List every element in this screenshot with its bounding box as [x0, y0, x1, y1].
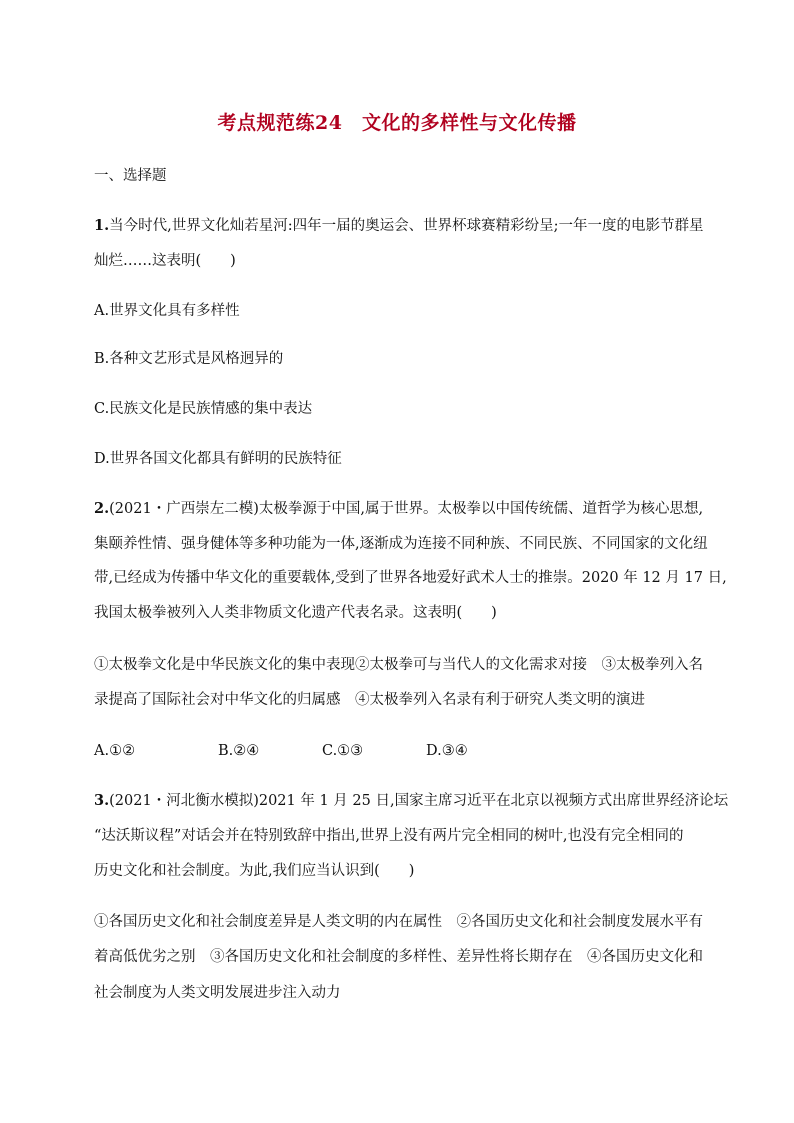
question-1-option-a: A.世界文化具有多样性 — [94, 303, 240, 319]
question-1-line-2: 灿烂……这表明( ) — [94, 253, 236, 269]
question-3-statement-line-3: 社会制度为人类文明发展进步注入动力 — [94, 985, 341, 1001]
question-3-line-3: 历史文化和社会制度。为此,我们应当认识到( ) — [94, 863, 415, 879]
question-2-option-b: B.②④ — [218, 743, 260, 759]
document-title: 考点规范练24 文化的多样性与文化传播 — [217, 112, 577, 134]
question-1-number: 1. — [94, 217, 110, 234]
question-2-number: 2. — [94, 500, 110, 517]
question-1-option-d: D.世界各国文化都具有鲜明的民族特征 — [94, 451, 342, 467]
question-3-statement-line-1: ①各国历史文化和社会制度差异是人类文明的内在属性 ②各国历史文化和社会制度发展水平有 — [94, 914, 703, 930]
question-2-statement-line-1: ①太极拳文化是中华民族文化的集中表现②太极拳可与当代人的文化需求对接 ③太极拳列入名 — [94, 657, 703, 673]
question-2-text-1: (2021・广西崇左二模)太极拳源于中国,属于世界。太极拳以中国传统儒、道哲学为核心思想, — [109, 501, 704, 517]
question-2-options-row — [94, 741, 468, 761]
question-2-option-c: C.①③ — [322, 743, 364, 759]
section-heading: 一、选择题 — [94, 168, 167, 184]
question-2-line-3: 带,已经成为传播中华文化的重要载体,受到了世界各地爱好武术人士的推崇。2020 年 12 月 17 日, — [94, 570, 727, 586]
question-2-line-4: 我国太极拳被列入人类非物质文化遗产代表名录。这表明( ) — [94, 605, 497, 621]
question-1-option-c: C.民族文化是民族情感的集中表达 — [94, 401, 313, 417]
question-3-line-1 — [94, 791, 728, 811]
question-3-line-2: “达沃斯议程”对话会并在特别致辞中指出,世界上没有两片完全相同的树叶,也没有完全相同的 — [94, 828, 684, 844]
question-2-line-1 — [94, 499, 703, 519]
question-2-option-d: D.③④ — [426, 743, 468, 759]
question-3-number: 3. — [94, 792, 110, 809]
question-3-text-1: (2021・河北衡水模拟)2021 年 1 月 25 日,国家主席习近平在北京以视频方式出席世界经济论坛 — [109, 793, 729, 809]
question-2-option-a: A.①② — [94, 743, 136, 759]
question-1-text-1: 当今时代,世界文化灿若星河:四年一届的奥运会、世界杯球赛精彩纷呈;一年一度的电影节群星 — [109, 218, 704, 234]
question-1-line-1 — [94, 216, 704, 236]
question-2-line-2: 集颐养性情、强身健体等多种功能为一体,逐渐成为连接不同种族、不同民族、不同国家的文化纽 — [94, 536, 708, 552]
question-1-option-b: B.各种文艺形式是风格迥异的 — [94, 351, 284, 367]
question-2-statement-line-2: 录提高了国际社会对中华文化的归属感 ④太极拳列入名录有利于研究人类文明的演进 — [94, 692, 645, 708]
question-3-statement-line-2: 着高低优劣之别 ③各国历史文化和社会制度的多样性、差异性将长期存在 ④各国历史文化和 — [94, 949, 703, 965]
